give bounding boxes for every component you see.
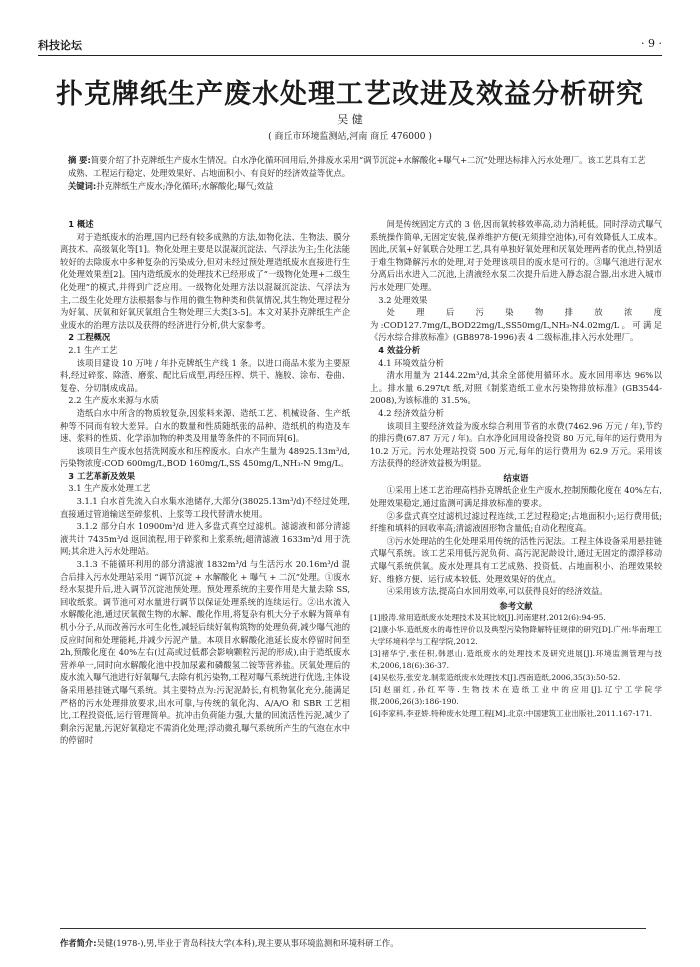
reference-item: [6]李家科,李亚娇.特种废水处理工程[M].北京:中国建筑工业出版社,2011.167-171. <box>370 709 653 719</box>
body-column-left <box>60 218 350 928</box>
subsection-heading: 2.1 生产工艺 <box>68 344 118 355</box>
body-paragraph: 该项目生产废水包括洗网废水和压榨废水。白水产生量为 48925.13m³/d, 污染物浓度:COD 600mg/L,BOD 160mg/L,SS 450mg/L,NH₃-N 9mg/L。 <box>60 445 350 469</box>
subsection-heading: 3.2 处理效果 <box>378 294 428 305</box>
section-heading: 1 概述 <box>68 219 94 229</box>
reference-item: [5]赵丽红,孙红军等.生物技术在造纸工业中的应用[J].辽宁工学院学报,2006,26(3):186-190. <box>370 685 662 707</box>
abstract-block <box>68 154 646 193</box>
subsection-heading: 4.1 环境效益分析 <box>378 357 444 368</box>
body-paragraph: 清水用量为 2144.22m³/d,其余全部使用循环水。废水回用率达 96%以上。排水量 6.297t/t 纸,对照《制浆造纸工业水污染物排放标准》(GB3544-2008),为该标准的 31.5%。 <box>370 370 662 406</box>
journal-section: 科技论坛 <box>38 39 82 52</box>
reference-item: [2]康小华.造纸废水的毒性评价以及典型污染物降解特征规律的研究[D].广州:华南理工大学环境科学与工程学院,2012. <box>370 625 662 647</box>
reference-item: [1]殷涛.常用造纸废水处理技术及其比较[J].河南建材,2012(6):94-95. <box>370 613 606 623</box>
body-paragraph: 该项目建设 10 万吨 / 年扑克牌纸生产线 1 条。以进口商品木浆为主要原料,经过碎浆、除渣、磨浆、配比后成型,再经压榨、烘干、施胶、涂布、卷曲、复卷、分切制成成品。 <box>60 357 350 393</box>
abstract <box>68 154 646 180</box>
body-paragraph: ①采用上述工艺治理高档扑克牌纸企业生产废水,控制预酸化度在 40%左右,处理效果稳定,通过监测可满足排放标准的要求。 <box>370 485 662 509</box>
body-paragraph: ②多盘式真空过滤机过滤过程连续,工艺过程稳定;占地面积小;运行费用低;纤维和填料的回收率高;清滤液固形物含量低;自动化程度高。 <box>370 510 662 534</box>
body-paragraph: ④采用该方法,提高白水回用效率,可以获得良好的经济效益。 <box>386 586 608 597</box>
author-bio-text: 吴健(1978-),男,毕业于青岛科技大学(本科),现主要从事环境监测和环境科研工作。 <box>96 938 399 948</box>
reference-item: [4]吴松芬,张安龙.制浆造纸废水处理技术[J].西南造纸,2006,35(3):50-52. <box>370 673 621 683</box>
body-paragraph: 3.1.3 不能循环利用的部分清滤液 1832m³/d 与生活污水 20.16m³/d 混合后排入污水处理站采用 “调节沉淀 + 水解酸化 + 曝气 + 二沉”处理。①废水经水泵提升后,进入调节沉淀池预处理。预处理系统的主要作用是大量去除 SS,回收纸浆。调节池可对水量进行调节以保证处理系统的连续运行。②出水流入水解酸化池,通过厌氧微生物的水解、酸化作用,将复杂有机大分子水解为简单有机小分子,从而改善污水可生化性,减轻后续好氧构筑物的处理负荷,减少曝气池的反应时间和处理能耗,并减少污泥产量。本项目水解酸化池延长废水停留时间至 2h,预酸化度在 40%左右(过高或过低都会影响颗粒污泥的形成),由于造纸废水营养单一,同时向水解酸化池中投加尿素和磷酸氢二铵等营养盐。厌氧处理后的废水流入曝气池进行好氧曝气,去除有机污染物,工程对曝气系统进行优选,主体设备采用悬挂链式曝气系统。其主要特点为:污泥泥龄长,有机物氧化充分,能满足严格的污水处理排放要求,出水可靠,与传统的氧化沟、A/A/O 和 SBR 工艺相比,工程投资低,运行管理简单。抗冲击负荷能力强,大量的回流活性污泥,减少了剩余污泥量,污泥好氧稳定不需消化处理;浮动微孔曝气系统所产生的气泡在水中的停留时 <box>60 559 350 746</box>
reference-item: [3]褚华宁,张任积,韩恩山.造纸废水的处理技术及研究进展[J].环境监测管理与技术,2006,18(6):36-37. <box>370 649 662 671</box>
body-paragraph: 该项目主要经济效益为废水综合利用节省的水费(7462.96 万元 / 年),节约的排污费(67.87 万元 / 年)。白水净化回用设备投资 80 万元,每年的运行费用为 10.2 万元。污水处理站投资 500 万元,每年的运行费用为 62.9 万元。采用该方法获得的经济效益极为明显。 <box>370 420 662 469</box>
section-heading: 4 效益分析 <box>378 344 421 355</box>
section-heading: 结束语 <box>503 472 529 483</box>
subsection-heading: 2.2 生产废水来源与水质 <box>68 395 159 406</box>
body-paragraph: 间是传统固定方式的 3 倍,因而氧转移效率高,动力消耗低。同时浮动式曝气系统操作简单,无固定安装,保养维护方便(无须排空池体),可有效降低人工成本。因此,厌氧+好氧联合处理工艺,具有单独好氧处理和厌氧处理两者的优点,特别适于难生物降解污水的处理,对于处理该项目的废水是可行的。③曝气池进行泥水分离后出水进入二沉池,上清液经水泵二次提升后进入静态混合器,出水进入城市污水处理厂处理。 <box>370 219 662 292</box>
body-paragraph: 处理后污染物排放浓度为:COD127.7mg/L,BOD22mg/L,SS50mg/L,NH₃-N4.02mg/L。可满足《污水综合排放标准》(GB8978-1996)表 4 二级标准,排入污水处理厂。 <box>370 307 662 343</box>
body-paragraph: ③污水处理站的生化处理采用传统的活性污泥法。工程主体设备采用悬挂链式曝气系统。该工艺采用低污泥负荷、高污泥泥龄设计,通过无固定的漂浮移动式曝气系统供氧。废水处理具有工艺成熟、投资低、占地面积小、治理效果较好、维修方便、运行成本较低、处理效果好的优点。 <box>370 535 662 584</box>
running-header <box>38 33 662 56</box>
body-paragraph: 3.1.1 白水首先流入白水集水池储存,大部分(38025.13m³/d)不经过处理,直接通过管道输送至碎浆机、上浆等工段代替清水使用。 <box>60 496 350 519</box>
abstract-label: 摘 要: <box>68 155 91 165</box>
keywords-text: 扑克牌纸生产废水;净化循环;水解酸化;曝气;效益 <box>96 181 274 191</box>
section-heading: 参考文献 <box>499 600 533 611</box>
section-heading: 3 工艺革新及效果 <box>68 470 136 481</box>
keywords-label: 关键词: <box>68 181 97 191</box>
author-bio <box>60 928 646 949</box>
paper-title: 扑克牌纸生产废水处理工艺改进及效益分析研究 <box>56 79 644 110</box>
author-affiliation: ( 商丘市环境监测站,河南 商丘 476000 ) <box>268 132 432 142</box>
body-column-right <box>370 218 662 928</box>
keywords <box>68 180 646 193</box>
subsection-heading: 3.1 生产废水处理工艺 <box>68 483 151 494</box>
body-paragraph: 造纸白水中所含的物质较复杂,因浆料来源、造纸工艺、机械设备、生产纸种等不同而有较大差异。白水的数量和性质随纸张的品种、造纸机的构造及车速、浆料的性质、化学添加物的种类及用量等条件的不同而异[6]。 <box>60 407 350 444</box>
abstract-text: 简要介绍了扑克牌纸生产废水生情况。白水净化循环回用后,外排废水采用“调节沉淀+水解酸化+曝气+二沉”处理达标排入污水处理厂。该工艺具有工艺成熟、工程运行稳定、处理效果好、占地面积小、有良好的经济效益等优点。 <box>68 155 646 178</box>
section-heading: 2 工程概况 <box>68 332 111 343</box>
page-number: · 9 · <box>641 37 662 50</box>
body-paragraph: 3.1.2 部分白水 10900m³/d 进入多盘式真空过滤机。滤滤液和部分清滤液共计 7435m³/d 返回流程,用于碎浆和上浆系统;超清滤液 1633m³/d 用于洗网;其余进入污水处理站。 <box>60 521 350 557</box>
author-bio-label: 作者简介: <box>60 938 97 948</box>
subsection-heading: 4.2 经济效益分析 <box>378 407 444 418</box>
author-name: 吴 健 <box>337 113 363 126</box>
body-paragraph: 对于造纸废水的治理,国内已经有较多成熟的方法,如物化法、生物法、膜分离技术、高级氧化等[1]。物化处理主要是以混凝沉淀法、气浮法为主;生化法能较好的去除废水中多种复杂的污染成分,但对未经过预处理造纸废水直接进行生化处理效果差[2]。国内造纸废水的处理技术已经形成了“一级物化处理+二级生化处理”的模式,并得到广泛应用。一级物化处理方法以混凝沉淀法、气浮法为主,二级生化处理方法根据参与作用的微生物种类和供氧情况,其生物处理过程分为好氧、厌氧和好氧厌氧组合生物处理三大类[3-5]。本文对某扑克牌纸生产企业废水的治理方法以及获得的经济进行分析,供大家参考。 <box>60 231 350 330</box>
